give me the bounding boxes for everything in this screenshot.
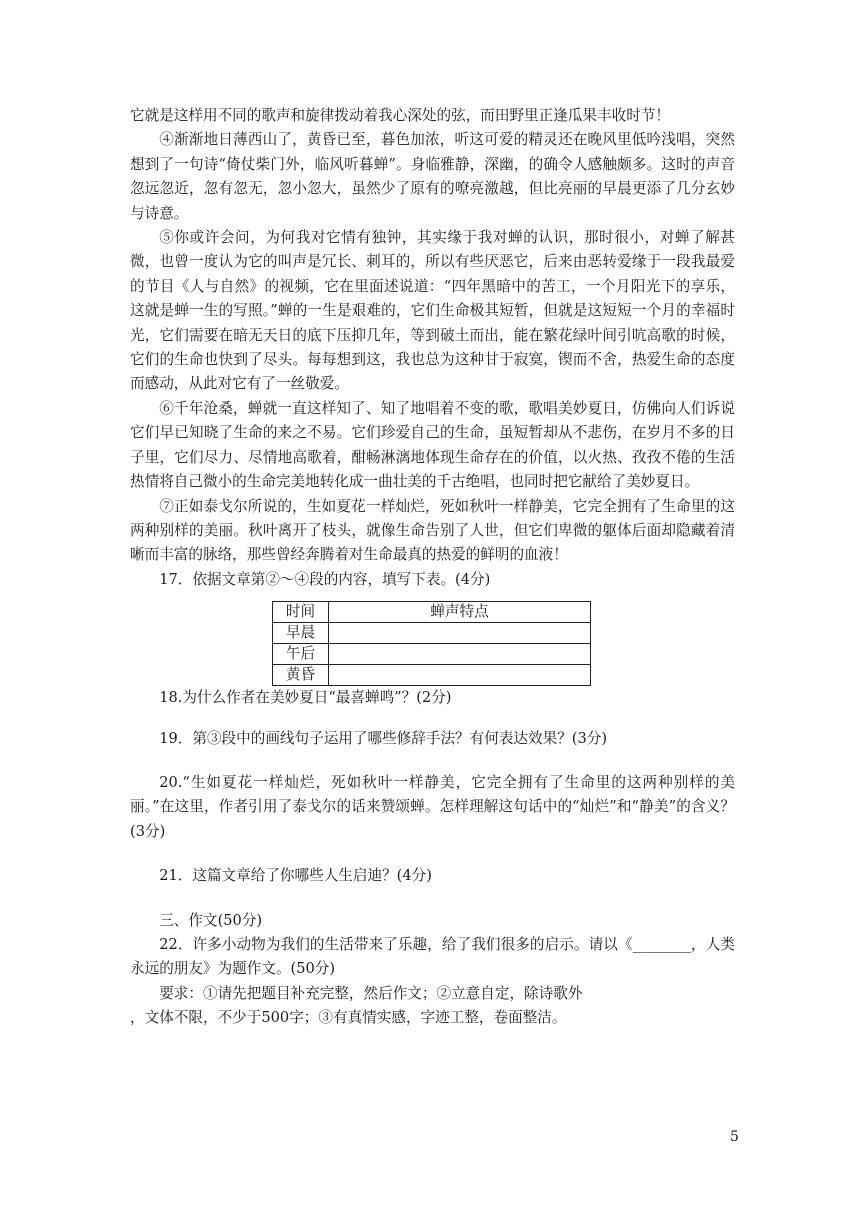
table-cell-time: 黄昏 xyxy=(273,665,329,686)
table-header-feature: 蝉声特点 xyxy=(329,602,591,623)
composition-section-title: 三、作文(50分) xyxy=(159,911,263,929)
table-cell-answer[interactable] xyxy=(329,623,591,644)
table-row xyxy=(273,644,591,665)
question-19: 19．第③段中的画线句子运用了哪些修辞手法？有何表达效果？(3分) xyxy=(159,729,608,747)
table-cell-answer[interactable] xyxy=(329,644,591,665)
passage-paragraph-4: ④渐渐地日薄西山了，黄昏已至，暮色加浓，听这可爱的精灵还在晚风里低吟浅唱，突然想到了一句诗“倚仗柴门外，临风听暮蝉”。身临雅静，深幽，的确令人感触颇多。这时的声音忽远忽近，忽有忽无，忽小忽大，虽然少了原有的嘹亮激越，但比亮丽的早晨更添了几分玄妙与诗意。 xyxy=(130,131,735,222)
table-cell-time: 早晨 xyxy=(273,623,329,644)
passage-paragraph-7: ⑦正如泰戈尔所说的，生如夏花一样灿烂，死如秋叶一样静美，它完全拥有了生命里的这两种别样的美丽。秋叶离开了枝头，就像生命告别了人世，但它们卑微的躯体后面却隐藏着清晰而丰富的脉络，那些曾经奔腾着对生命最真的热爱的鲜明的血液！ xyxy=(130,497,735,564)
page-number: 5 xyxy=(730,1129,739,1145)
question-22: 22．许多小动物为我们的生活带来了乐趣，给了我们很多的启示。请以《________，人类永远的朋友》为题作文。(50分) xyxy=(130,935,735,978)
passage-paragraph-6: ⑥千年沧桑，蝉就一直这样知了、知了地唱着不变的歌，歌唱美妙夏日，仿佛向人们诉说它们早已知晓了生命的来之不易。它们珍爱自己的生命，虽短暂却从不悲伤，在岁月不多的日子里，它们尽力、尽情地高歌着，酣畅淋漓地体现生命存在的价值，以火热、孜孜不倦的生活热情将自己微小的生命完美地转化成一曲壮美的千古绝唱，也同时把它献给了美妙夏日。 xyxy=(130,399,735,491)
answer-space xyxy=(130,751,735,771)
page-content xyxy=(130,104,735,1031)
answer-space xyxy=(130,889,735,909)
table-row xyxy=(273,623,591,644)
table-cell-answer[interactable] xyxy=(329,665,591,686)
table-header-time: 时间 xyxy=(273,602,329,623)
table-header-row xyxy=(273,602,591,623)
passage-paragraph-continuation: 它就是这样用不同的歌声和旋律拨动着我心深处的弦，而田野里正逢瓜果丰收时节！ xyxy=(130,107,670,124)
answer-table xyxy=(272,601,591,686)
passage-paragraph-5: ⑤你或许会问，为何我对它情有独钟，其实缘于我对蝉的认识，那时很小，对蝉了解甚微，也曾一度认为它的叫声是冗长、刺耳的，所以有些厌恶它，后来由恶转爱缘于一段我最爱的节目《人与自然》的视频，它在里面述说道：“四年黑暗中的苦工，一个月阳光下的享乐，这就是蝉一生的写照。”蝉的一生是艰难的，它们生命极其短暂，但就是这短短一个月的幸福时光，它们需要在暗无天日的底下压抑几年，等到破土而出，能在繁花绿叶间引吭高歌的时候，它们的生命也快到了尽头。每每想到这，我也总为这种甘于寂寞，锲而不舍，热爱生命的态度而感动，从此对它有了一丝敬爱。 xyxy=(130,229,735,393)
question-18: 18.为什么作者在美妙夏日“最喜蝉鸣”？(2分) xyxy=(159,689,452,707)
composition-requirements-line-1: 要求：①请先把题目补充完整，然后作文；②立意自定，除诗歌外 xyxy=(159,984,583,1002)
answer-space xyxy=(130,844,735,864)
question-21: 21．这篇文章给了你哪些人生启迪？(4分) xyxy=(159,867,432,885)
question-17: 17．依据文章第②～④段的内容，填写下表。(4分) xyxy=(159,570,491,588)
table-cell-time: 午后 xyxy=(273,644,329,665)
question-20: 20.“生如夏花一样灿烂，死如秋叶一样静美，它完全拥有了生命里的这两种别样的美丽。”在这里，作者引用了泰戈尔的话来赞颂蝉。怎样理解这句话中的“灿烂”和“静美”的含义？(3分) xyxy=(130,773,735,840)
composition-requirements-line-2: ，文体不限，不少于500字；③有真情实感，字迹工整，卷面整洁。 xyxy=(130,1009,567,1027)
answer-space xyxy=(130,711,735,727)
table-row xyxy=(273,665,591,686)
